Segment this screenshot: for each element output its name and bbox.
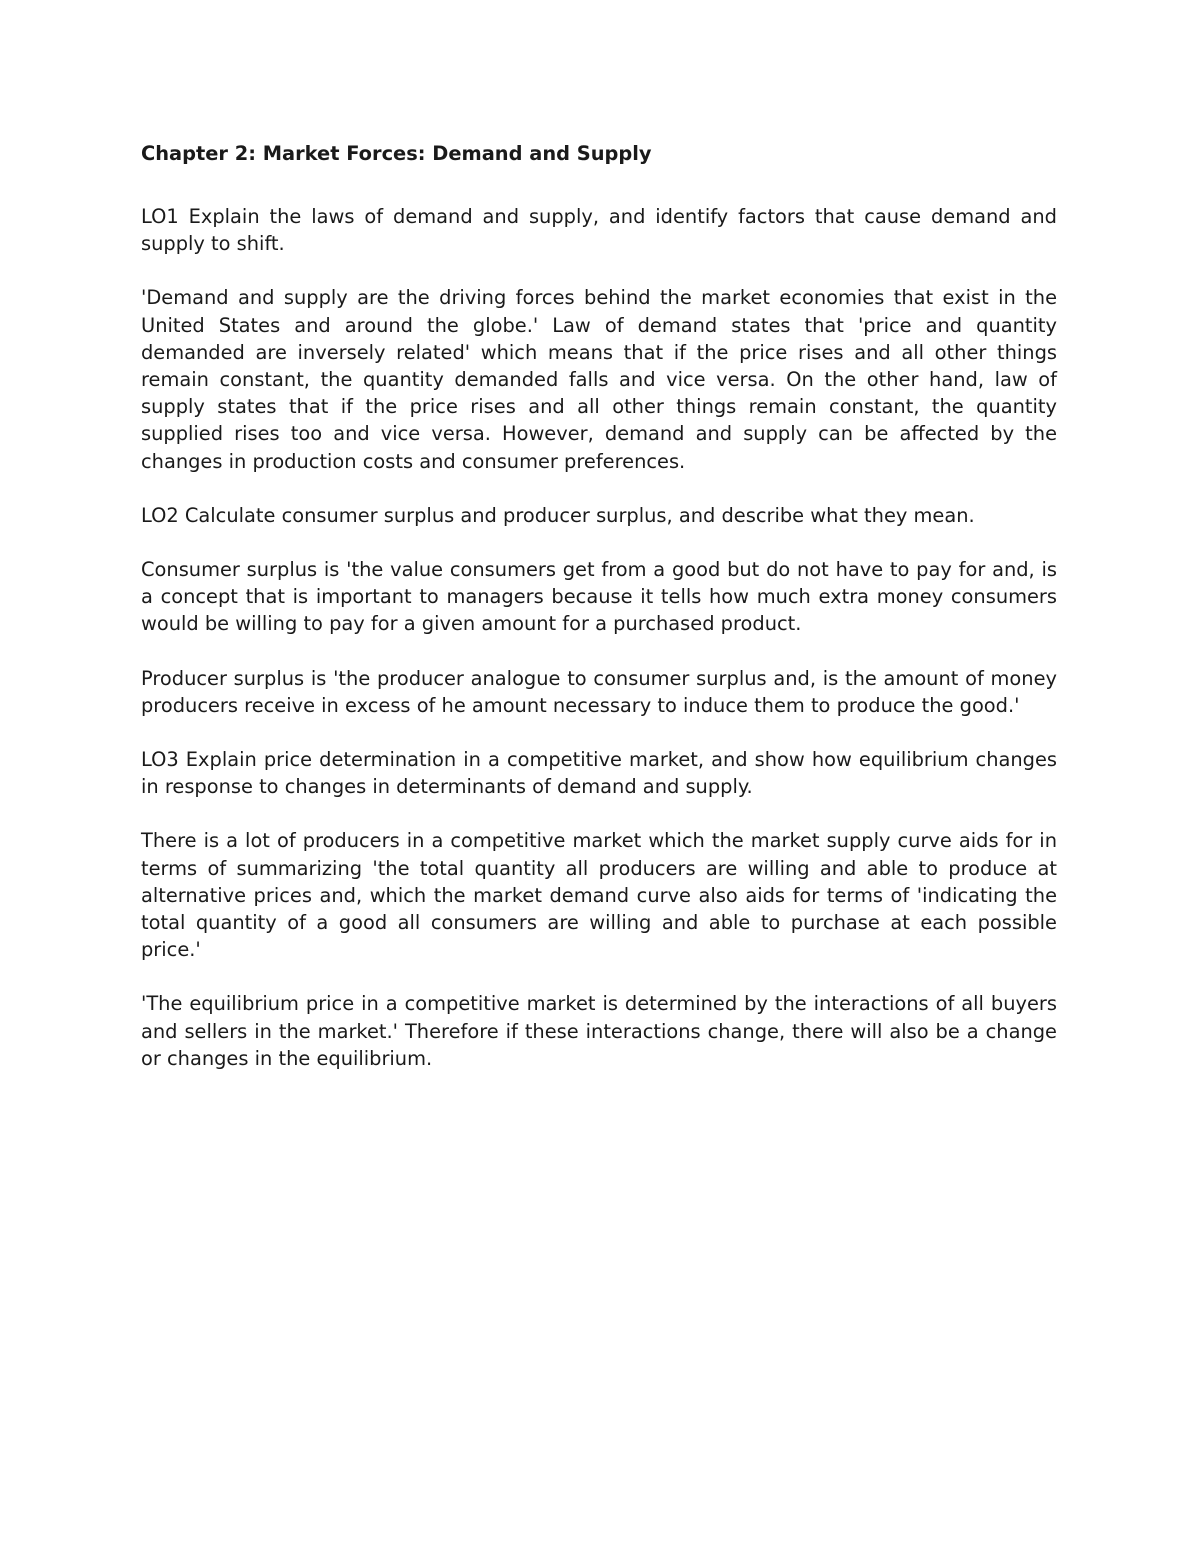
paragraph-equilibrium-price: 'The equilibrium price in a competitive market is determined by the interactions of all buyers and sellers in the market.' Therefore if these interactions change, there will also be a change or changes in the equilibrium. (141, 992, 1057, 1070)
paragraph-competitive-market: There is a lot of producers in a competitive market which the market supply curve aids for in terms of summarizing 'the total quantity all producers are willing and able to produce at alternative prices and, which the market demand curve also aids for terms of 'indicating the total quantity of a good all consumers are willing and able to purchase at each possible price.' (141, 829, 1057, 962)
paragraph-producer-surplus: Producer surplus is 'the producer analogue to consumer surplus and, is the amount of money producers receive in excess of he amount necessary to induce them to produce the good.' (141, 666, 1057, 717)
paragraph-demand-supply-laws: 'Demand and supply are the driving forces behind the market economies that exist in the United States and around the globe.' Law of demand states that 'price and quantity demanded are inversely related' which means that if the price rises and all other things remain constant, the quantity demanded falls and vice versa. On the other hand, law of supply states that if the price rises and all other things remain constant, the quantity supplied rises too and vice versa. However, demand and supply can be affected by the changes in production costs and consumer preferences. (141, 286, 1057, 473)
paragraph-consumer-surplus: Consumer surplus is 'the value consumers get from a good but do not have to pay for and, is a concept that is important to managers because it tells how much extra money consumers would be willing to pay for a given amount for a purchased product. (141, 558, 1057, 636)
paragraph-lo3-heading: LO3 Explain price determination in a competitive market, and show how equilibrium changes in response to changes in determinants of demand and supply. (141, 748, 1057, 799)
paragraph-lo2-heading: LO2 Calculate consumer surplus and producer surplus, and describe what they mean. (141, 503, 975, 527)
document-title: Chapter 2: Market Forces: Demand and Supply (141, 142, 652, 165)
document-page (141, 139, 1057, 1072)
paragraph-lo1-heading: LO1 Explain the laws of demand and supply, and identify factors that cause demand and supply to shift. (141, 205, 1057, 256)
